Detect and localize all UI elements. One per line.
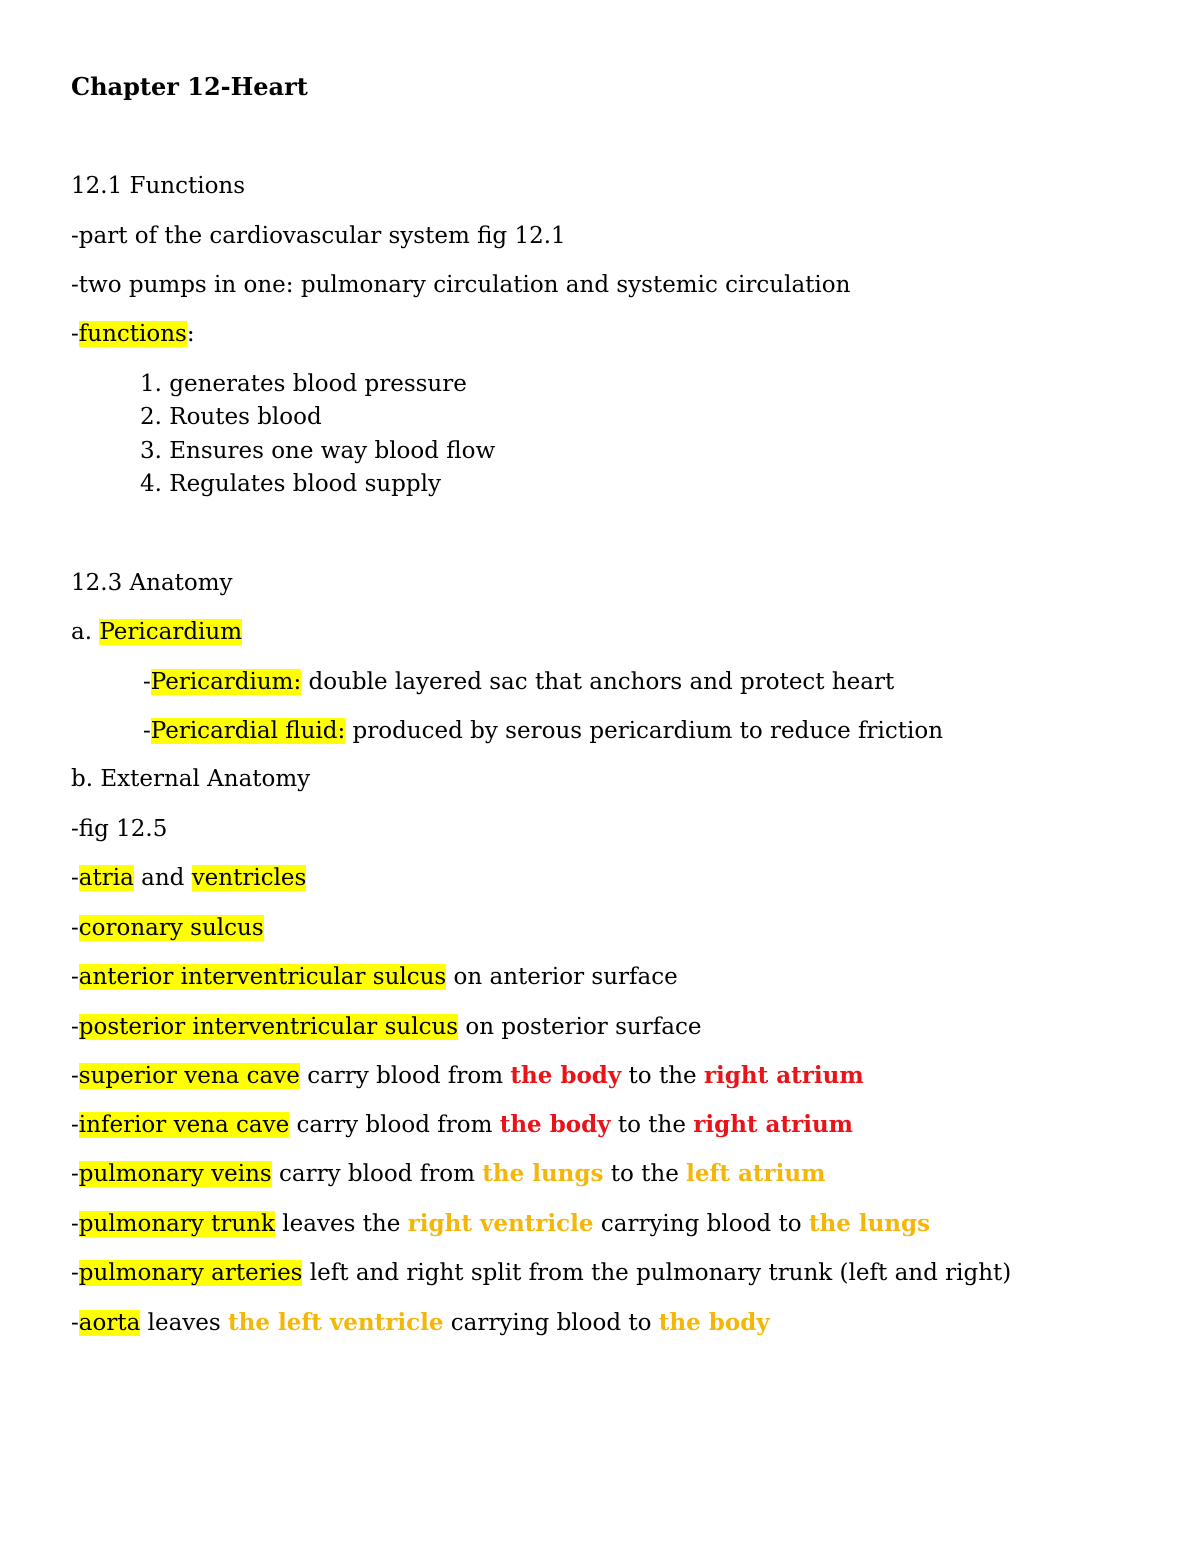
highlighted-term: pulmonary trunk [78, 1211, 275, 1237]
pulmonary-veins-line [71, 1159, 825, 1189]
connector-text: and [133, 865, 192, 891]
red-term: right atrium [693, 1111, 853, 1138]
highlighted-term: atria [78, 865, 134, 891]
highlighted-term: pulmonary arteries [78, 1260, 303, 1286]
highlighted-term: ventricles [191, 865, 307, 891]
list-item: 3. Ensures one way blood flow [140, 438, 496, 464]
highlighted-term: functions [78, 321, 187, 347]
atria-ventricles-line [71, 863, 306, 893]
external-anatomy-label: b. External Anatomy [71, 766, 311, 792]
section-heading-functions: 12.1 Functions [71, 173, 246, 199]
highlighted-term: Pericardium: [150, 669, 302, 695]
dash: - [71, 1014, 79, 1040]
pulmonary-trunk-line [71, 1209, 930, 1239]
posterior-sulcus-line [71, 1012, 701, 1042]
list-item: 1. generates blood pressure [140, 371, 467, 397]
dash: - [71, 1260, 79, 1286]
functions-line [71, 319, 195, 349]
pericardial-fluid-item [143, 716, 943, 746]
coronary-sulcus-line [71, 913, 264, 943]
highlighted-term: Pericardial fluid: [150, 718, 346, 744]
highlighted-term: Pericardium [99, 619, 243, 645]
dash: - [71, 964, 79, 990]
description-text: to the [621, 1063, 704, 1089]
description-text: on anterior surface [446, 964, 678, 990]
orange-term: the lungs [808, 1210, 931, 1237]
orange-term: right ventricle [407, 1210, 594, 1237]
fig-reference: -fig 12.5 [71, 816, 168, 842]
list-item: 4. Regulates blood supply [140, 471, 441, 497]
dash: - [71, 865, 79, 891]
superior-vena-cava-line [71, 1061, 864, 1091]
pulmonary-arteries-line [71, 1258, 1011, 1288]
red-term: right atrium [703, 1062, 864, 1089]
dash: - [71, 915, 79, 941]
dash: - [143, 718, 151, 744]
description-text: carry blood from [299, 1063, 511, 1089]
description-text: double layered sac that anchors and protect heart [301, 669, 895, 695]
description-text: on posterior surface [458, 1014, 702, 1040]
red-term: the body [510, 1062, 622, 1089]
orange-term: left atrium [686, 1160, 826, 1187]
dash: - [71, 1310, 79, 1336]
description-text: carry blood from [271, 1161, 483, 1187]
label-prefix: a. [71, 619, 100, 645]
inferior-vena-cava-line [71, 1110, 853, 1140]
highlighted-term: pulmonary veins [78, 1161, 272, 1187]
highlighted-term: inferior vena cave [78, 1112, 290, 1138]
description-text: carrying blood to [443, 1310, 659, 1336]
red-term: the body [499, 1111, 611, 1138]
aorta-line [71, 1308, 770, 1338]
description-text: leaves [140, 1310, 229, 1336]
highlighted-term: anterior interventricular sulcus [78, 964, 447, 990]
pericardium-label [71, 617, 242, 647]
description-text: left and right split from the pulmonary trunk (left and right) [302, 1260, 1012, 1286]
orange-term: the left ventricle [228, 1309, 444, 1336]
description-text: to the [603, 1161, 687, 1187]
document-title: Chapter 12-Heart [71, 72, 308, 101]
orange-term: the body [658, 1309, 770, 1336]
description-text: carry blood from [289, 1112, 500, 1138]
description-text: leaves the [274, 1211, 408, 1237]
dash: - [143, 669, 151, 695]
highlighted-term: superior vena cave [78, 1063, 300, 1089]
text-line: -two pumps in one: pulmonary circulation and systemic circulation [71, 272, 851, 298]
highlighted-term: posterior interventricular sulcus [78, 1014, 459, 1040]
dash: - [71, 1063, 79, 1089]
dash: - [71, 321, 79, 347]
colon: : [186, 321, 195, 347]
dash: - [71, 1211, 79, 1237]
dash: - [71, 1161, 79, 1187]
text-line: -part of the cardiovascular system fig 12.1 [71, 223, 566, 249]
section-heading-anatomy: 12.3 Anatomy [71, 570, 233, 596]
description-text: to the [610, 1112, 694, 1138]
description-text: produced by serous pericardium to reduce friction [345, 718, 944, 744]
highlighted-term: coronary sulcus [78, 915, 264, 941]
pericardium-item [143, 667, 894, 697]
orange-term: the lungs [482, 1160, 604, 1187]
dash: - [71, 1112, 79, 1138]
highlighted-term: aorta [78, 1310, 141, 1336]
anterior-sulcus-line [71, 962, 678, 992]
description-text: carrying blood to [593, 1211, 809, 1237]
list-item: 2. Routes blood [140, 404, 322, 430]
